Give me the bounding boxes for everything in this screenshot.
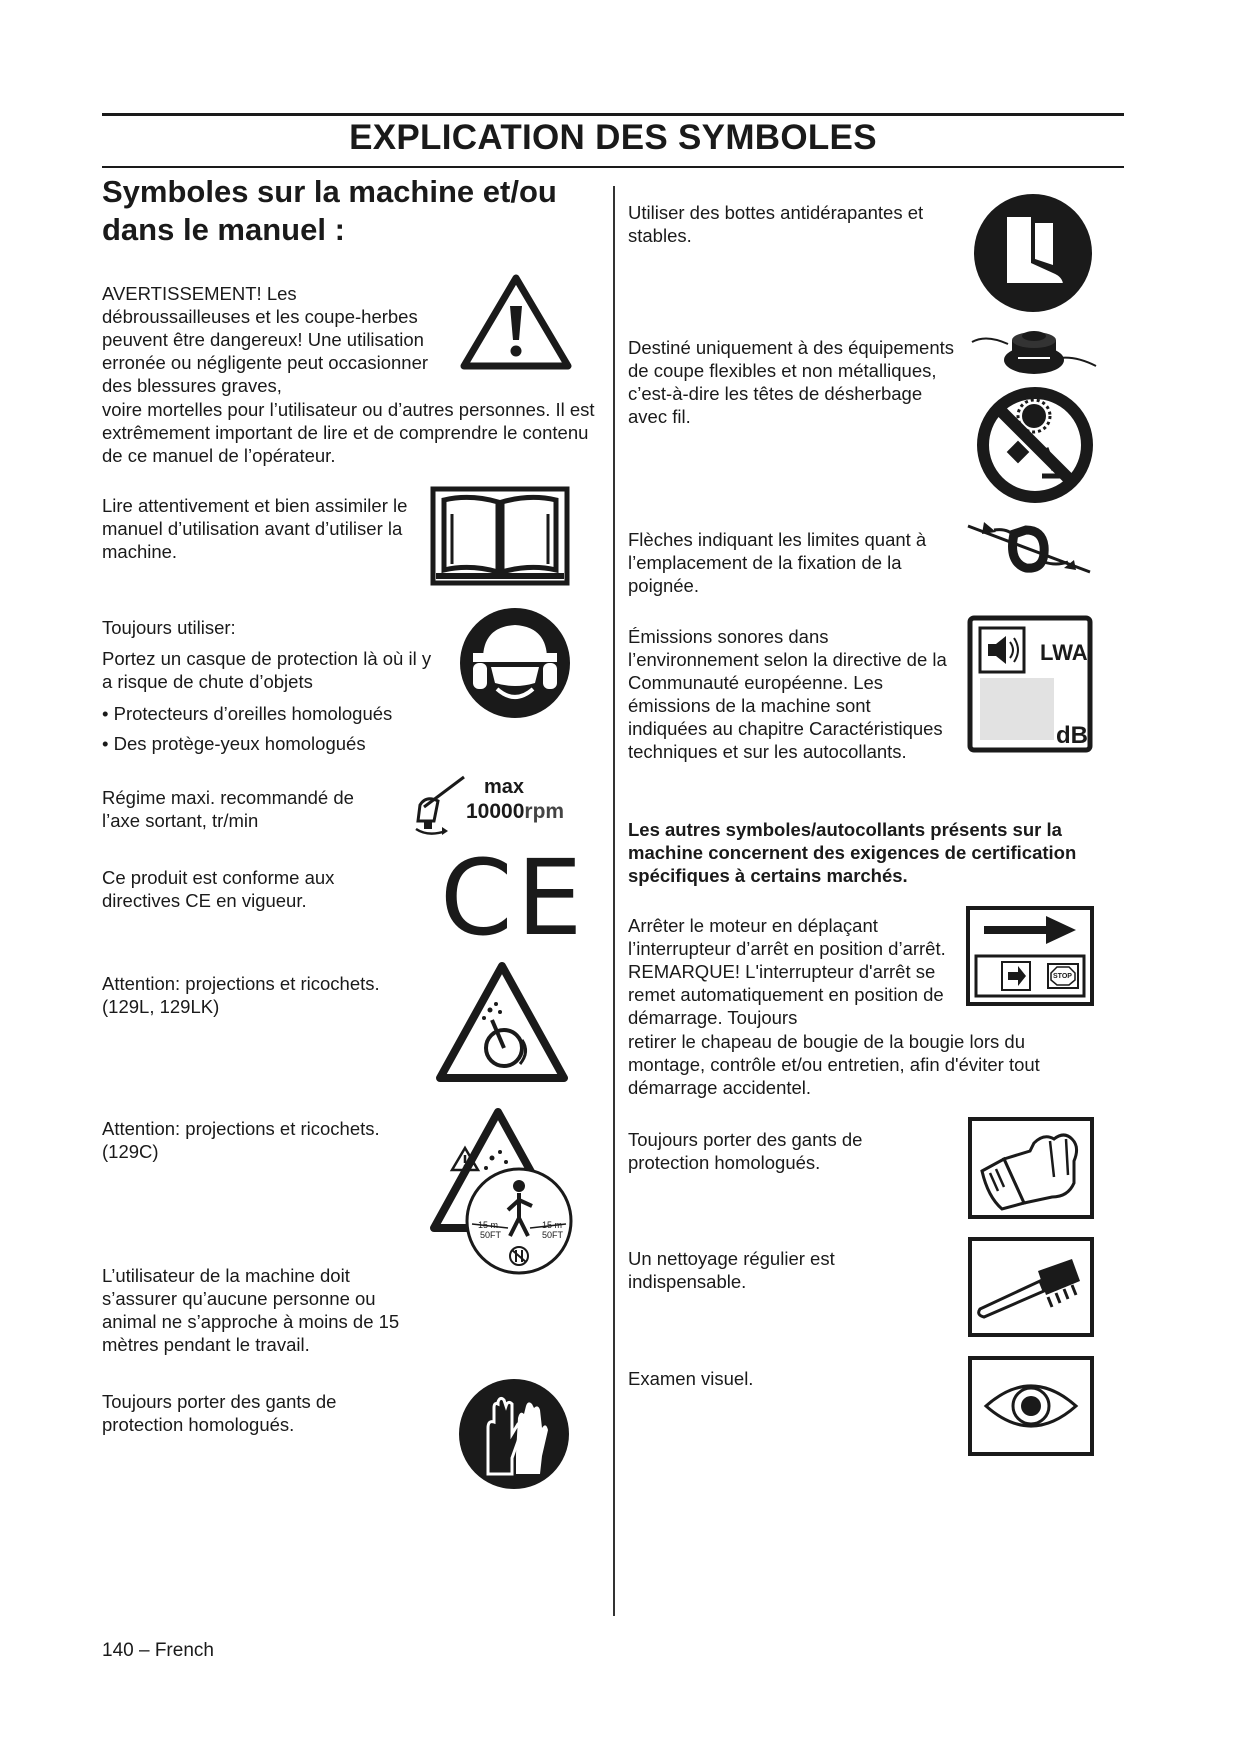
noise-text: Émissions sonores dans l’environnement selon la directive de la Communauté européenne. Les émissions de la machine sont indiquées au chapitre Caractéristiques techniques et sur les autocollants. — [628, 626, 947, 762]
speed-rpm-readout — [466, 800, 564, 824]
open-book-icon — [430, 486, 570, 586]
title-underline — [102, 166, 1124, 168]
top-rule — [102, 113, 1124, 116]
distance-right-meters: 15 m — [542, 1220, 563, 1230]
helmet-ear-eye-protection-icon — [459, 607, 571, 719]
distance-left-meters: 15 m — [478, 1220, 499, 1230]
warning-text-2: voire mortelles pour l’utilisateur ou d’autres personnes. Il est extrêmement important de lire et de comprendre le contenu de ce manuel de l’opérateur. — [102, 399, 595, 466]
handle-position-icon — [964, 510, 1096, 586]
distance-left-feet: 50FT — [480, 1230, 502, 1240]
gloves-text: Toujours porter des gants de protection homologués. — [102, 1391, 337, 1435]
column-divider — [613, 186, 615, 1616]
trimmer-head-text: Destiné uniquement à des équipements de coupe flexibles et non métalliques, c’est-à-dire les têtes de désherbage avec fil. — [628, 337, 955, 427]
gloves-icon — [458, 1378, 570, 1490]
ppe-ear-protection: • Protecteurs d’oreilles homologués — [102, 703, 393, 724]
no-metal-blades-icon — [976, 386, 1094, 504]
glove-text: Toujours porter des gants de protection homologués. — [628, 1129, 863, 1173]
page-footer: 140 – French — [102, 1640, 214, 1661]
glove-icon — [968, 1117, 1094, 1219]
speed-max-label: max — [484, 776, 525, 798]
rotating-axle-icon — [412, 773, 472, 837]
warning-text-1: AVERTISSEMENT! Les débroussailleuses et les coupe-herbes peuvent être dangereux! Une utilisation erronée ou négligente peut occasionner des blessures graves, — [102, 283, 429, 396]
cleaning-text: Un nettoyage régulier est indispensable. — [628, 1248, 835, 1292]
distance-text: L’utilisateur de la machine doit s’assurer qu’aucune personne ou animal ne s’approche à moins de 15 mètres pendant le travail. — [102, 1265, 400, 1355]
brush-icon — [968, 1237, 1094, 1337]
handle-text: Flèches indiquant les limites quant à l’emplacement de la fixation de la poignée. — [628, 529, 927, 596]
stop-sign-label: STOP — [1053, 973, 1072, 980]
warning-triangle-icon — [460, 272, 572, 370]
eye-icon — [968, 1356, 1094, 1456]
ce-mark-icon: CE — [440, 837, 587, 959]
ppe-eye-protection: • Des protège-yeux homologués — [102, 733, 366, 754]
speed-rpm-value: 10000 — [466, 800, 525, 823]
trimmer-head-icon — [972, 322, 1096, 382]
ppe-heading: Toujours utiliser: — [102, 617, 236, 638]
ricochet-text-1: Attention: projections et ricochets. (129L, 129LK) — [102, 973, 380, 1017]
visual-text: Examen visuel. — [628, 1368, 754, 1389]
ricochet-warning-icon — [434, 960, 570, 1084]
boots-text: Utiliser des bottes antidérapantes et stables. — [628, 202, 924, 246]
ppe-helmet-text: Portez un casque de protection là où il y a risque de chute d’objets — [102, 648, 432, 692]
stop-switch-icon — [966, 906, 1094, 1006]
page-title: EXPLICATION DES SYMBOLES — [349, 118, 877, 157]
stop-text-2: retirer le chapeau de bougie de la bougie lors du montage, contrôle et/ou entretien, afin d'éviter tout démarrage accidentel. — [628, 1031, 1040, 1098]
stop-text-1: Arrêter le moteur en déplaçant l’interrupteur d’arrêt en position d’arrêt. REMARQUE! L'interrupteur d'arrêt se remet automatiquement en position de démarrage. Toujours — [628, 915, 946, 1028]
speed-rpm-unit: rpm — [524, 800, 565, 823]
ricochet-text-2: Attention: projections et ricochets. (129C) — [102, 1118, 380, 1162]
section-subtitle: Symboles sur la machine et/ou dans le manuel : — [102, 174, 557, 247]
manual-text: Lire attentivement et bien assimiler le manuel d’utilisation avant d’utiliser la machine. — [102, 495, 408, 562]
boots-icon — [973, 193, 1093, 313]
ce-text: Ce produit est conforme aux directives CE en vigueur. — [102, 867, 335, 911]
speed-text: Régime maxi. recommandé de l’axe sortant, tr/min — [102, 787, 354, 831]
noise-db-label: dB — [1056, 722, 1088, 749]
noise-lwa-label: LWA — [1040, 640, 1088, 665]
other-symbols-heading: Les autres symboles/autocollants présents sur la machine concernent des exigences de certification spécifiques à certains marchés. — [628, 819, 1077, 886]
distance-right-feet: 50FT — [542, 1230, 564, 1240]
